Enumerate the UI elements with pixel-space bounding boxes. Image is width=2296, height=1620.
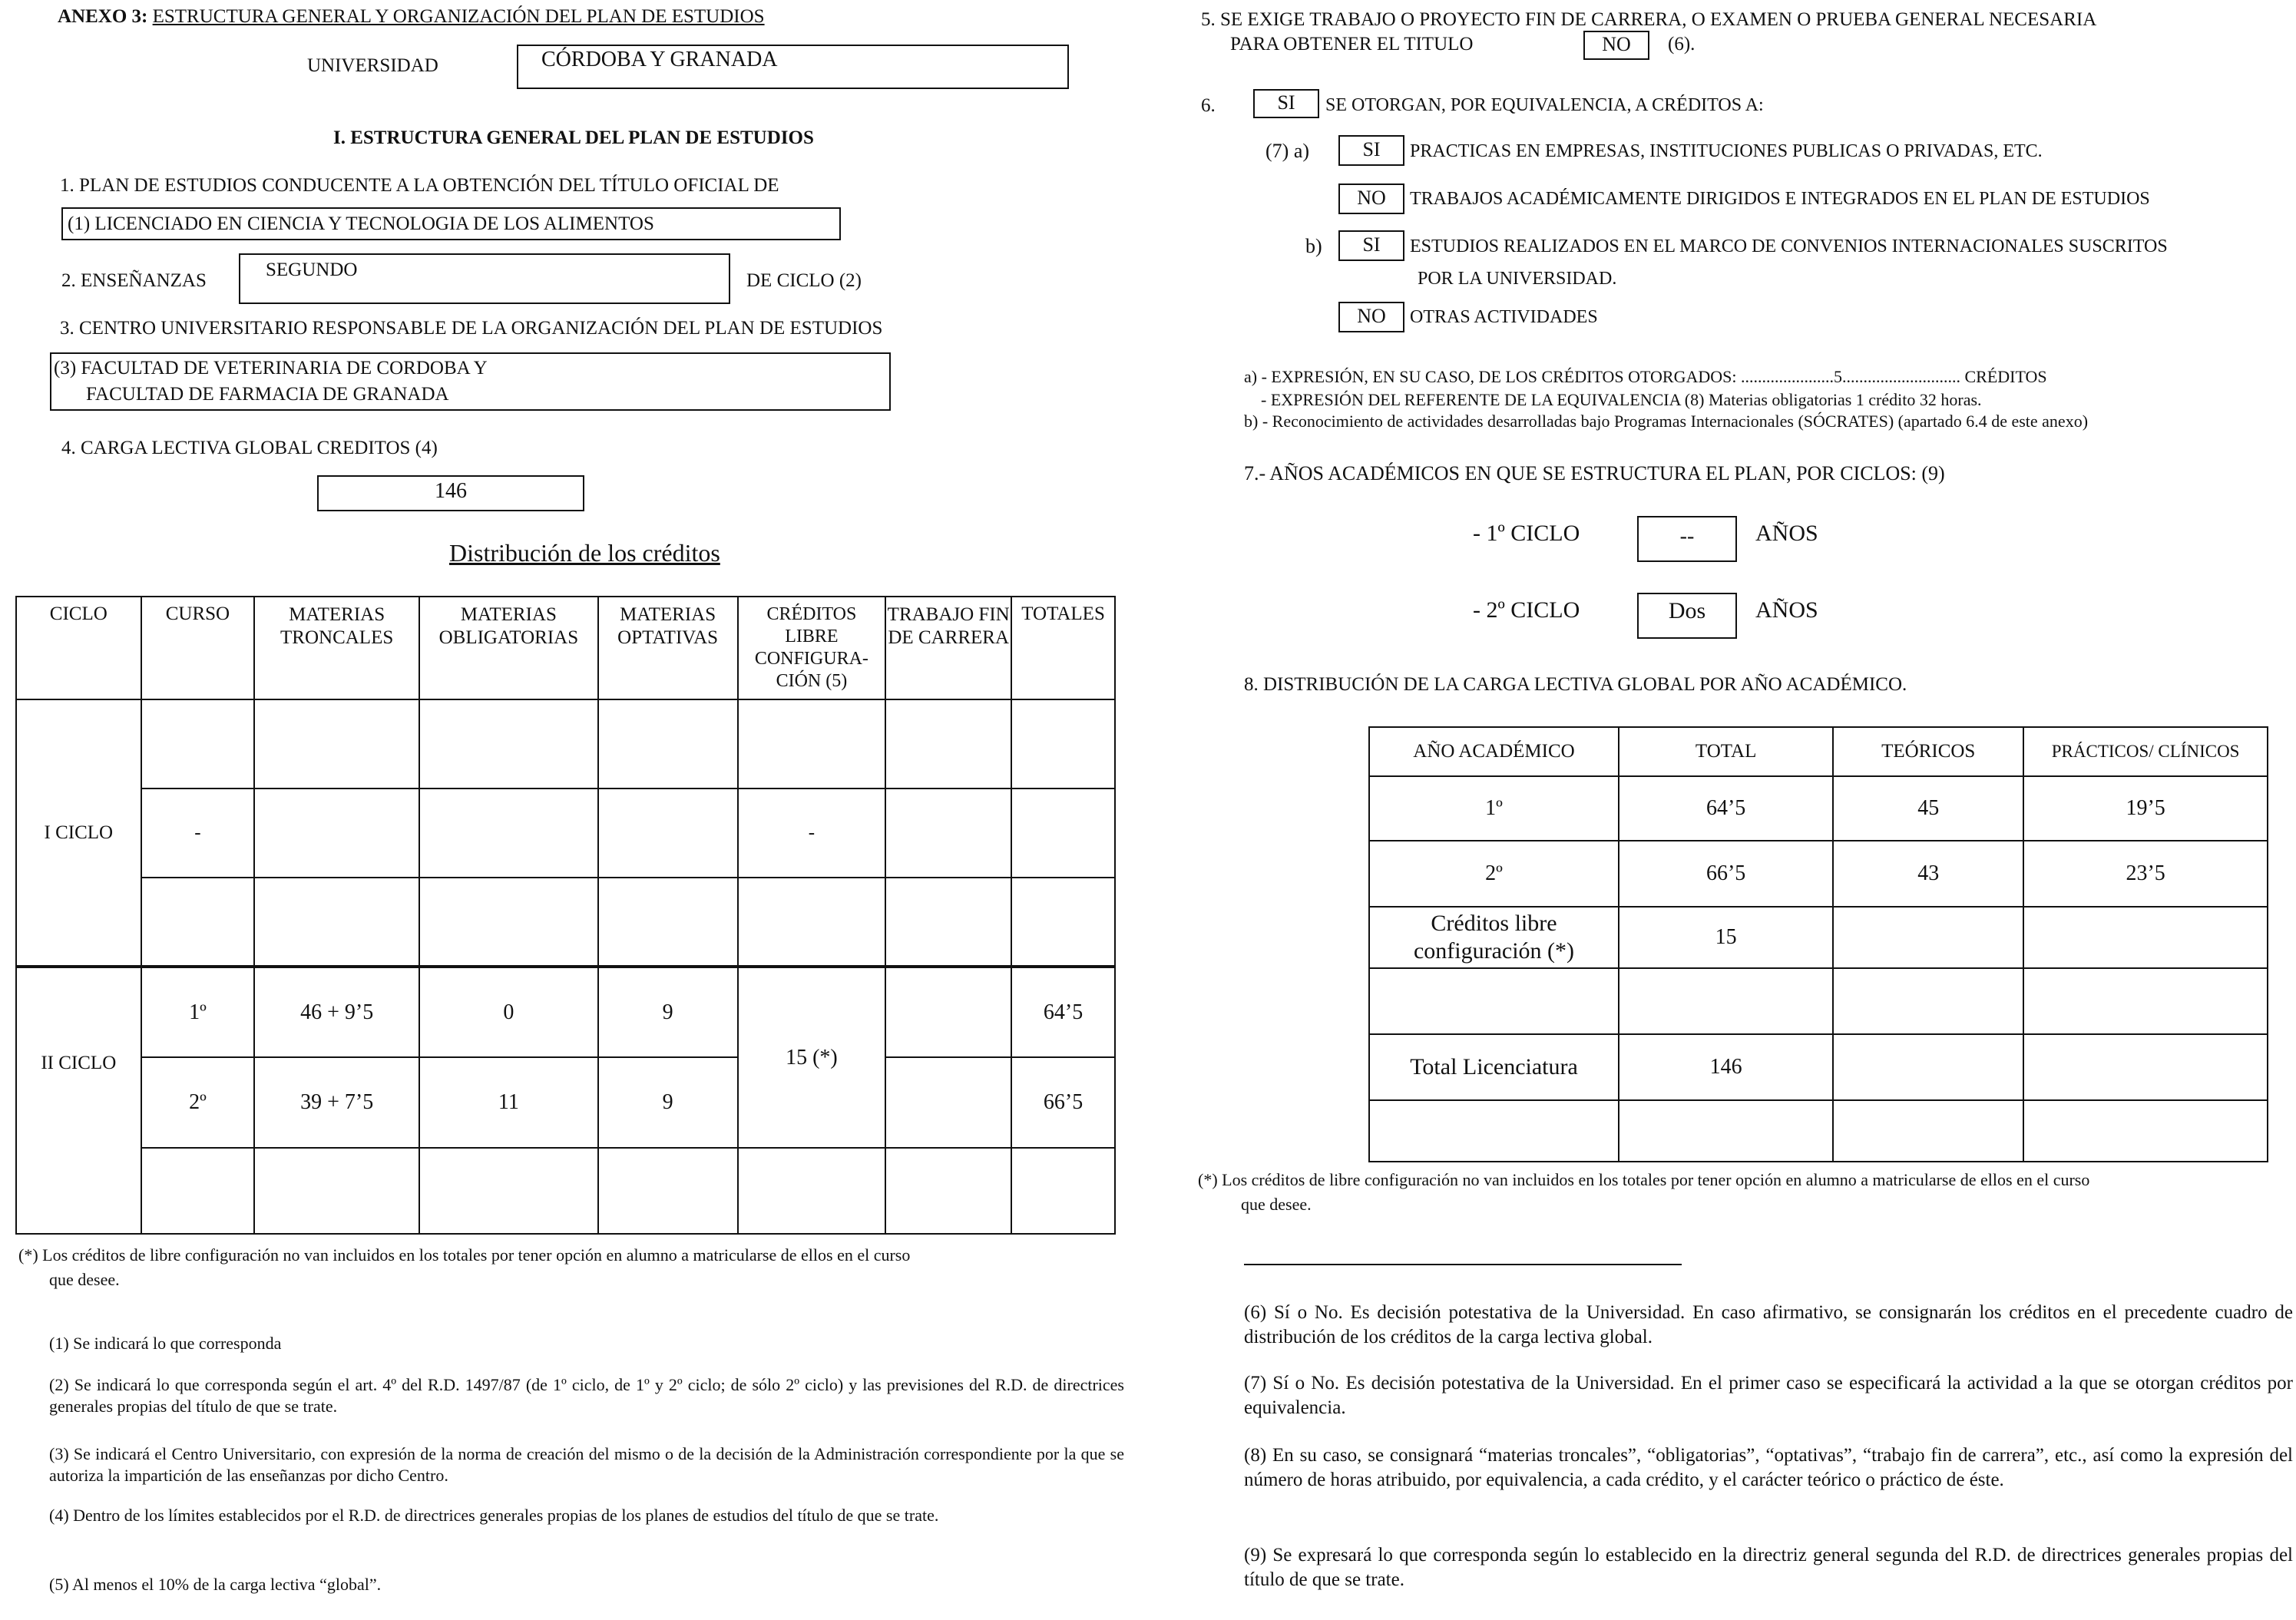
item7-label: 7.- AÑOS ACADÉMICOS EN QUE SE ESTRUCTURA EL PLAN, POR CICLOS: (9) [1244, 462, 1945, 484]
t8-total-2: 66’5 [1619, 841, 1833, 907]
expr-b: b) - Reconocimiento de actividades desarrolladas bajo Programas Internacionales (SÓCRATES) (apartado 6.4 de este anexo) [1244, 412, 2089, 431]
table-row [1369, 968, 2268, 1034]
t8-header-ano: AÑO ACADÉMICO [1369, 727, 1619, 776]
header-troncales: MATERIAS TRONCALES [254, 597, 419, 699]
item1-value: (1) LICENCIADO EN CIENCIA Y TECNOLOGIA DE LOS ALIMENTOS [68, 213, 654, 234]
option4-text: OTRAS ACTIVIDADES [1410, 307, 1598, 327]
t8-teoricos-2: 43 [1833, 841, 2023, 907]
expr-a: a) - EXPRESIÓN, EN SU CASO, DE LOS CRÉDITOS OTORGADOS: ......................5............................ CRÉDITOS [1244, 367, 2047, 386]
t8-ano-total: Total Licenciatura [1369, 1034, 1619, 1100]
ciclo2-troncales-1: 46 + 9’5 [254, 967, 419, 1057]
t8-header-practicos: PRÁCTICOS/ CLÍNICOS [2023, 727, 2268, 776]
table-row [1369, 1034, 2268, 1100]
section-title: I. ESTRUCTURA GENERAL DEL PLAN DE ESTUDIOS [333, 127, 814, 148]
option1-text: PRACTICAS EN EMPRESAS, INSTITUCIONES PUBLICAS O PRIVADAS, ETC. [1410, 141, 2043, 161]
ciclo1-creditos-dash: - [738, 789, 886, 878]
item2-suffix: DE CICLO (2) [746, 270, 862, 291]
t8-teoricos-1: 45 [1833, 776, 2023, 841]
option1-value: SI [1362, 138, 1381, 160]
left-footnote-text: Los créditos de libre configuración no van incluidos en los totales por tener opción en alumno a matricularse de ellos en el curso [42, 1245, 911, 1265]
item1-label: 1. PLAN DE ESTUDIOS CONDUCENTE A LA OBTENCIÓN DEL TÍTULO OFICIAL DE [60, 175, 779, 196]
ciclo2-libre-configuracion: 15 (*) [738, 967, 886, 1148]
table-row [16, 967, 1115, 1057]
ciclo2-obligatorias-2: 11 [419, 1057, 598, 1148]
table-row [1369, 841, 2268, 907]
right-note-6: (6) Sí o No. Es decisión potestativa de la Universidad. En caso afirmativo, se consignarán los créditos en el precedente cuadro de distribución de los créditos de la carga lectiva global. [1244, 1302, 2293, 1347]
item6-num: 6. [1201, 95, 1216, 116]
item3-line2: FACULTAD DE FARMACIA DE GRANADA [86, 384, 449, 405]
right-note-9: (9) Se expresará lo que corresponda según lo establecido en la directriz general segunda del R.D. de directrices generales propias del título de que se trate. [1244, 1545, 2293, 1590]
ciclo2-optativas-1: 9 [598, 967, 738, 1057]
carga-lectiva-table [1368, 726, 2268, 1162]
table-header-row [16, 597, 1115, 699]
t8-practicos-libre [2023, 907, 2268, 968]
option2-text: TRABAJOS ACADÉMICAMENTE DIRIGIDOS E INTEGRADOS EN EL PLAN DE ESTUDIOS [1410, 189, 2150, 209]
ciclo2-anos: AÑOS [1755, 597, 1818, 623]
expr-ref: - EXPRESIÓN DEL REFERENTE DE LA EQUIVALENCIA (8) Materias obligatorias 1 crédito 32 horas. [1261, 390, 1982, 409]
ciclo2-curso-1: 1º [141, 967, 255, 1057]
option3-value: SI [1362, 233, 1381, 256]
right-note-7: (7) Sí o No. Es decisión potestativa de la Universidad. En el primer caso se especificará la actividad a la que se otorgan créditos por equivalencia. [1244, 1373, 2293, 1418]
ciclo1-label: - 1º CICLO [1473, 521, 1580, 546]
left-footnote-star [18, 1245, 910, 1265]
t8-ano-1: 1º [1369, 776, 1619, 841]
t8-header-total: TOTAL [1619, 727, 1833, 776]
universidad-label: UNIVERSIDAD [307, 55, 438, 76]
item4-value: 146 [435, 479, 467, 503]
item4-label: 4. CARGA LECTIVA GLOBAL CREDITOS (4) [61, 438, 438, 458]
t8-header-row [1369, 727, 2268, 776]
ciclo1-anos: AÑOS [1755, 521, 1818, 546]
t8-ano-libre: Créditos libre configuración (*) [1369, 907, 1619, 968]
t8-practicos-2: 23’5 [2023, 841, 2268, 907]
option2-value: NO [1357, 187, 1386, 209]
header-totales: TOTALES [1011, 597, 1115, 699]
table-row [16, 1148, 1115, 1234]
item6-b-label: b) [1305, 235, 1322, 257]
ciclo2-label: - 2º CICLO [1473, 597, 1580, 623]
item3-label: 3. CENTRO UNIVERSITARIO RESPONSABLE DE LA ORGANIZACIÓN DEL PLAN DE ESTUDIOS [60, 318, 883, 339]
right-note-8: (8) En su caso, se consignará “materias troncales”, “obligatorias”, “optativas”, “trabajo fin de carrera”, etc., así como la expresión del número de horas atribuido, por equivalencia, a cada crédito, y el carácter teórico o práctico de éste. [1244, 1445, 2293, 1490]
annex-heading [58, 6, 765, 28]
item6-value: SI [1277, 91, 1295, 114]
t8-total-1: 64’5 [1619, 776, 1833, 841]
t8-ano-2: 2º [1369, 841, 1619, 907]
ciclo2-curso-2: 2º [141, 1057, 255, 1148]
t8-total-libre: 15 [1619, 907, 1833, 968]
header-curso: CURSO [141, 597, 255, 699]
ciclo1-value: -- [1679, 524, 1695, 548]
right-footnote-star [1198, 1170, 2089, 1190]
option3-cont: POR LA UNIVERSIDAD. [1418, 269, 1617, 289]
header-optativas: MATERIAS OPTATIVAS [598, 597, 738, 699]
ciclo2-totales-2: 66’5 [1011, 1057, 1115, 1148]
footnote-divider [1244, 1264, 1682, 1265]
item5-note: (6). [1668, 34, 1696, 55]
item2-label: 2. ENSEÑANZAS [61, 270, 207, 291]
t8-ano-empty-1 [1369, 968, 1619, 1034]
left-note-2: (2) Se indicará lo que corresponda según el art. 4º del R.D. 1497/87 (de 1º ciclo, de 1º y 2º ciclo; de sólo 2º ciclo) y las previsiones del R.D. de directrices generales propias del título de que se trate. [49, 1375, 1124, 1416]
left-note-5: (5) Al menos el 10% de la carga lectiva “global”. [49, 1575, 382, 1594]
t8-total-total: 146 [1619, 1034, 1833, 1100]
right-footnote-cont: que desee. [1241, 1195, 1312, 1214]
option3-text: ESTUDIOS REALIZADOS EN EL MARCO DE CONVENIOS INTERNACIONALES SUSCRITOS [1410, 236, 2168, 256]
item5-line1: 5. SE EXIGE TRABAJO O PROYECTO FIN DE CARRERA, O EXAMEN O PRUEBA GENERAL NECESARIA [1201, 9, 2097, 30]
ciclo1-cell: I CICLO [16, 699, 141, 967]
table-row [1369, 907, 2268, 968]
ciclo2-totales-1: 64’5 [1011, 967, 1115, 1057]
ciclo2-value: Dos [1668, 598, 1706, 623]
universidad-value: CÓRDOBA Y GRANADA [541, 48, 778, 71]
left-note-3: (3) Se indicará el Centro Universitario, con expresión de la norma de creación del mismo o de la decisión de la Administración correspondiente por la que se autoriza la impartición de las enseñanzas por dicho Centro. [49, 1444, 1124, 1485]
header-creditos-libre: CRÉDITOS LIBRE CONFIGURA-CIÓN (5) [738, 597, 886, 699]
item8-label: 8. DISTRIBUCIÓN DE LA CARGA LECTIVA GLOBAL POR AÑO ACADÉMICO. [1244, 674, 1907, 695]
credits-distribution-table [15, 596, 1116, 1235]
t8-practicos-total [2023, 1034, 2268, 1100]
table-row [16, 878, 1115, 967]
ciclo2-obligatorias-1: 0 [419, 967, 598, 1057]
table-row [16, 699, 1115, 789]
ciclo1-curso-dash: - [141, 789, 255, 878]
ciclo2-troncales-2: 39 + 7’5 [254, 1057, 419, 1148]
ciclo2-optativas-2: 9 [598, 1057, 738, 1148]
header-trabajo-fin: TRABAJO FIN DE CARRERA [885, 597, 1011, 699]
t8-practicos-1: 19’5 [2023, 776, 2268, 841]
t8-teoricos-empty-1 [1833, 968, 2023, 1034]
t8-practicos-empty-2 [2023, 1100, 2268, 1162]
t8-total-empty-2 [1619, 1100, 1833, 1162]
t8-header-teoricos: TEÓRICOS [1833, 727, 2023, 776]
item5-value: NO [1602, 33, 1631, 55]
header-obligatorias: MATERIAS OBLIGATORIAS [419, 597, 598, 699]
left-footnote-cont: que desee. [49, 1270, 120, 1289]
t8-ano-empty-2 [1369, 1100, 1619, 1162]
t8-teoricos-total [1833, 1034, 2023, 1100]
t8-teoricos-libre [1833, 907, 2023, 968]
annex-title: ESTRUCTURA GENERAL Y ORGANIZACIÓN DEL PLAN DE ESTUDIOS [152, 6, 765, 27]
t8-teoricos-empty-2 [1833, 1100, 2023, 1162]
header-ciclo: CICLO [16, 597, 141, 699]
item5-line2: PARA OBTENER EL TITULO [1230, 34, 1474, 55]
right-footnote-text: Los créditos de libre configuración no van incluidos en los totales por tener opción en alumno a matricularse de ellos en el curso [1222, 1170, 2090, 1189]
table-row [16, 1057, 1115, 1148]
item2-value: SEGUNDO [266, 260, 358, 280]
distribution-title: Distribución de los créditos [449, 539, 720, 567]
table-row [1369, 1100, 2268, 1162]
ciclo2-cell: II CICLO [16, 967, 141, 1234]
annex-prefix: ANEXO 3: [58, 6, 148, 27]
left-note-1: (1) Se indicará lo que corresponda [49, 1334, 282, 1353]
left-footnote-mark: (*) [18, 1245, 38, 1265]
item3-line1: (3) FACULTAD DE VETERINARIA DE CORDOBA Y [54, 358, 488, 379]
table-row [1369, 776, 2268, 841]
t8-total-empty-1 [1619, 968, 1833, 1034]
item6-text: SE OTORGAN, POR EQUIVALENCIA, A CRÉDITOS A: [1325, 95, 1764, 115]
left-note-4: (4) Dentro de los límites establecidos por el R.D. de directrices generales propias de los planes de estudios del título de que se trate. [49, 1506, 939, 1525]
t8-practicos-empty-1 [2023, 968, 2268, 1034]
item6-a-label: (7) a) [1265, 140, 1310, 162]
option4-value: NO [1357, 305, 1386, 327]
right-footnote-mark: (*) [1198, 1170, 1218, 1189]
table-row [16, 789, 1115, 878]
